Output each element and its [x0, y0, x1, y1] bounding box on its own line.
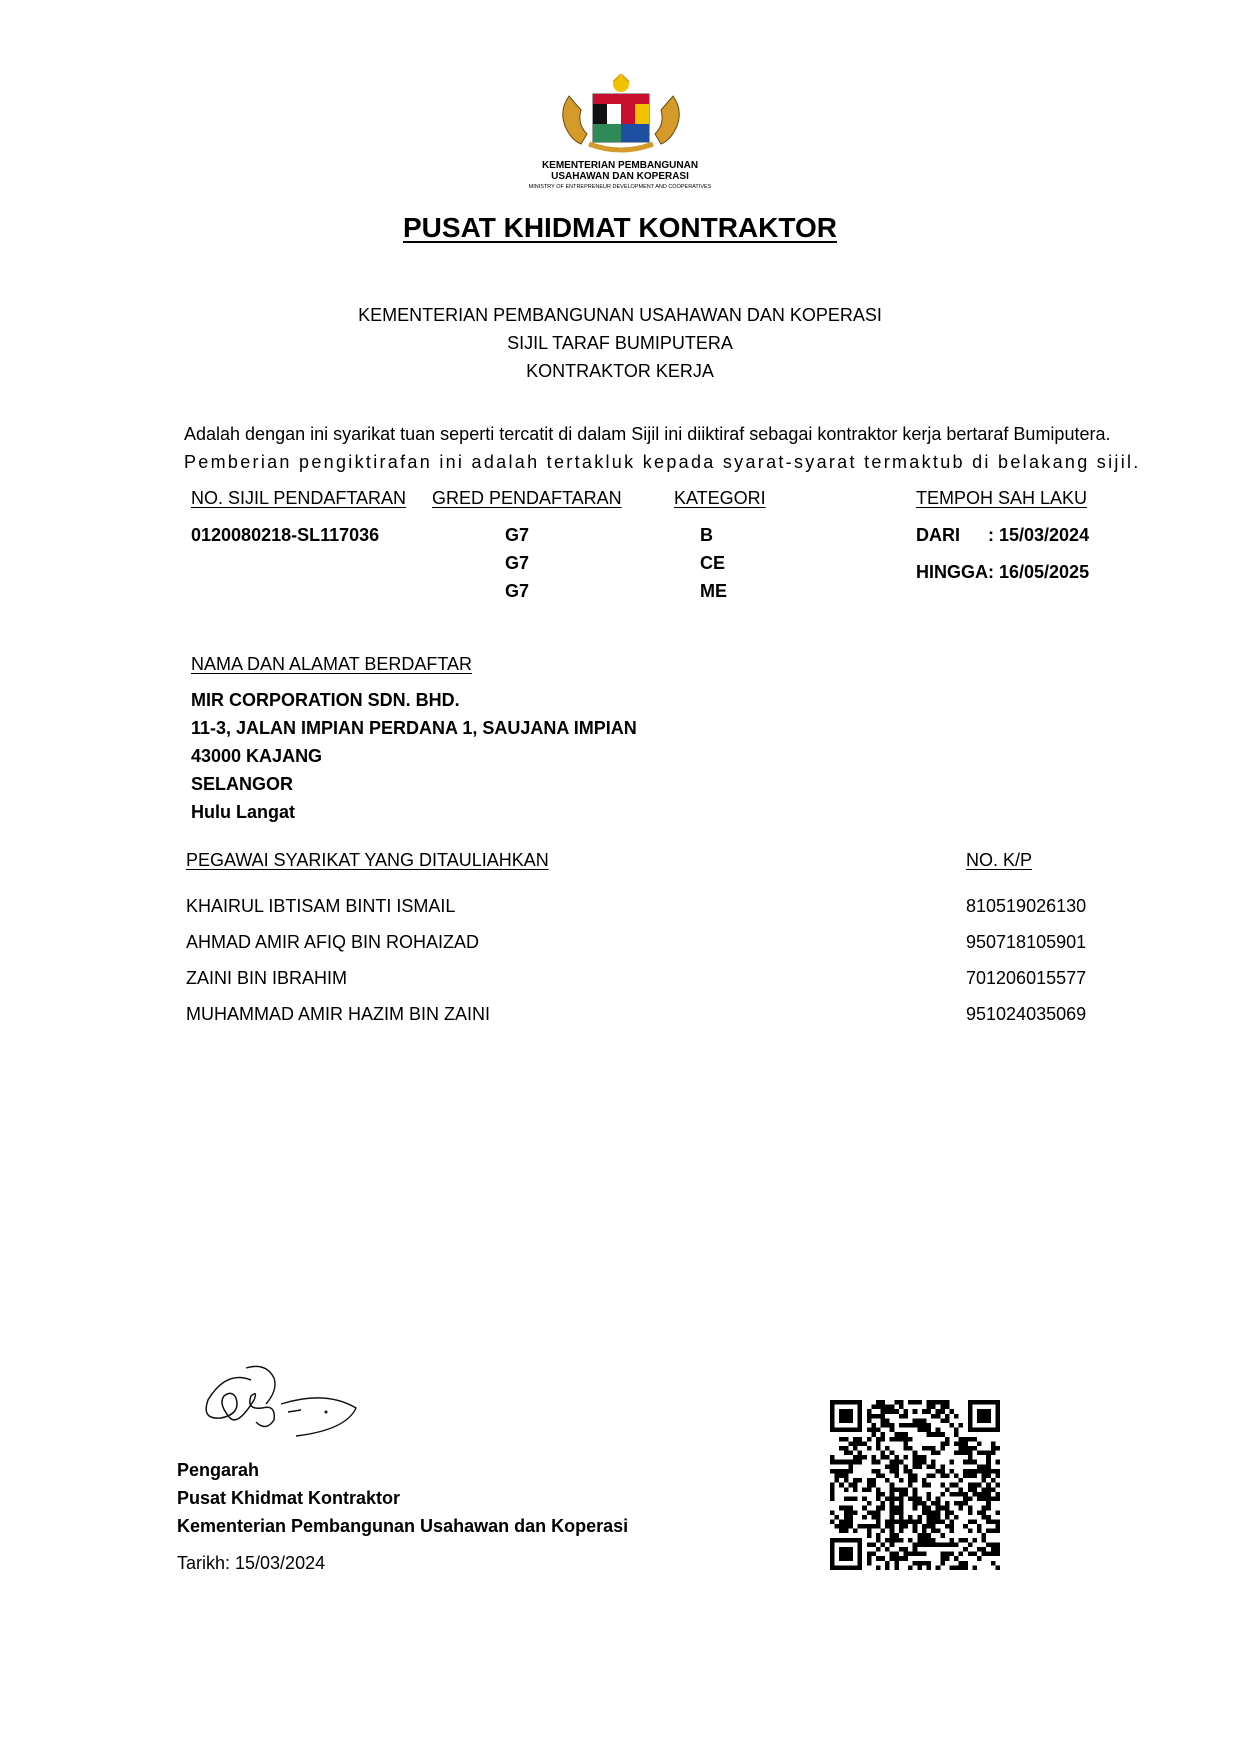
ministry-crest-logo	[553, 74, 689, 156]
header-tempoh: TEMPOH SAH LAKU	[916, 488, 1088, 508]
officer-name: AHMAD AMIR AFIQ BIN ROHAIZAD	[186, 932, 480, 952]
officer-ic: 950718105901	[966, 932, 1087, 952]
issue-date: Tarikh: 15/03/2024	[177, 1553, 326, 1573]
officer-name: MUHAMMAD AMIR HAZIM BIN ZAINI	[186, 1004, 491, 1024]
officer-ic: 701206015577	[966, 968, 1087, 988]
grade-1: G7	[505, 525, 530, 545]
officer-name: ZAINI BIN IBRAHIM	[186, 968, 348, 988]
statement-line1: Adalah dengan ini syarikat tuan seperti tercatit di dalam Sijil ini diiktiraf sebagai kontraktor kerja bertaraf Bumiputera.	[184, 424, 1111, 444]
company-name: MIR CORPORATION SDN. BHD.	[191, 690, 460, 710]
page-title: PUSAT KHIDMAT KONTRAKTOR	[403, 212, 837, 243]
officer-ic: 951024035069	[966, 1004, 1087, 1024]
address-header: NAMA DAN ALAMAT BERDAFTAR	[191, 654, 473, 674]
signatory-office: Pusat Khidmat Kontraktor	[177, 1488, 401, 1508]
ministry-name-line2: USAHAWAN DAN KOPERASI	[551, 171, 689, 182]
validity-from-date: : 15/03/2024	[988, 525, 1090, 545]
validity-from-label: DARI	[916, 525, 960, 545]
officers-ic-header: NO. K/P	[966, 850, 1033, 870]
grade-3: G7	[505, 581, 530, 601]
address-line2: 43000 KAJANG	[191, 746, 323, 766]
ministry-name-line1: KEMENTERIAN PEMBANGUNAN	[541, 160, 699, 171]
statement-line2: Pemberian pengiktirafan ini adalah tertakluk kepada syarat-syarat termaktub di belakang sijil.	[184, 452, 1141, 472]
validity-to-label: HINGGA	[916, 562, 988, 582]
address-district: Hulu Langat	[191, 802, 295, 822]
category-1: B	[700, 525, 713, 545]
subtitle-contractor-type: KONTRAKTOR KERJA	[526, 361, 714, 381]
officer-name: KHAIRUL IBTISAM BINTI ISMAIL	[186, 896, 456, 916]
signatory-ministry: Kementerian Pembangunan Usahawan dan Koperasi	[177, 1516, 629, 1536]
subtitle-certificate: SIJIL TARAF BUMIPUTERA	[507, 333, 733, 353]
grade-2: G7	[505, 553, 530, 573]
qr-modules	[830, 1400, 1000, 1570]
qr-code	[830, 1400, 1000, 1570]
subtitle-ministry: KEMENTERIAN PEMBANGUNAN USAHAWAN DAN KOPERASI	[358, 305, 882, 325]
address-state: SELANGOR	[191, 774, 294, 794]
header-kategori: KATEGORI	[674, 488, 766, 508]
signatory-title: Pengarah	[177, 1460, 260, 1480]
registration-number: 0120080218-SL117036	[191, 525, 380, 545]
officers-header: PEGAWAI SYARIKAT YANG DITAULIAHKAN	[186, 850, 549, 870]
header-gred: GRED PENDAFTARAN	[432, 488, 622, 508]
category-3: ME	[700, 581, 727, 601]
validity-to-date: : 16/05/2025	[988, 562, 1090, 582]
ministry-name-english: MINISTRY OF ENTREPRENEUR DEVELOPMENT AND COOPERATIVES	[528, 184, 712, 190]
officer-ic: 810519026130	[966, 896, 1087, 916]
address-line1: 11-3, JALAN IMPIAN PERDANA 1, SAUJANA IMPIAN	[191, 718, 637, 738]
header-no-sijil: NO. SIJIL PENDAFTARAN	[191, 488, 407, 508]
category-2: CE	[700, 553, 726, 573]
signature-image	[196, 1360, 366, 1440]
